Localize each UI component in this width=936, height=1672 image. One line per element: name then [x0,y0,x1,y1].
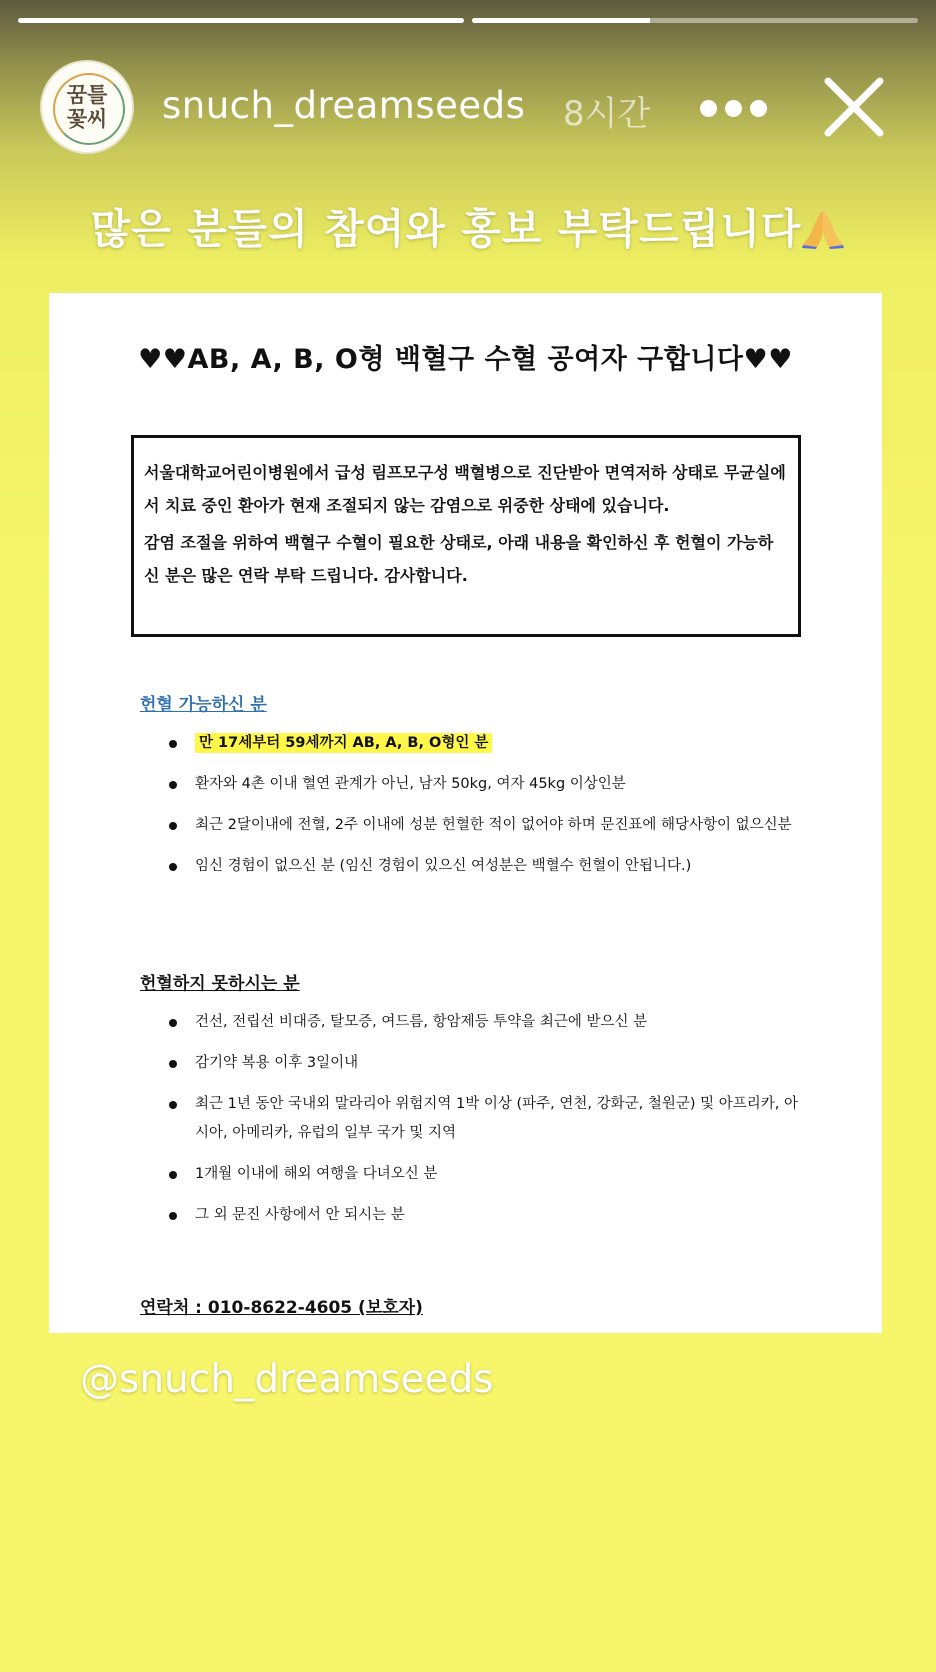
list-item [169,811,809,840]
flyer-document [49,293,882,1333]
username[interactable]: snuch_dreamseeds [162,84,526,127]
bullet [169,1171,177,1179]
bullet [169,1060,177,1068]
bullet [169,822,177,830]
list-item [169,1090,809,1148]
story-progress-bar [18,18,918,23]
avatar-text-line1: 꿈틀 [66,83,108,107]
ineligible-section-title: 헌혈하지 못하시는 분 [140,974,300,994]
list-item [169,852,809,881]
progress-fill-2 [472,18,650,23]
bullet [169,1212,177,1220]
eligible-section-title: 헌혈 가능하신 분 [140,695,267,715]
list-item-text: 1개월 이내에 해외 여행을 다녀오신 분 [195,1166,438,1182]
folded-hands-emoji-icon [801,207,845,249]
bullet [169,740,177,748]
list-item [169,729,809,758]
document-title: ♥♥AB, A, B, O형 백혈구 수혈 공여자 구합니다♥♥ [138,344,793,375]
list-item-text: 최근 1년 동안 국내외 말라리아 위험지역 1박 이상 (파주, 연천, 강화군, 철원군) 및 아프리카, 아시아, 아메리카, 유럽의 일부 국가 및 지역 [195,1096,798,1141]
list-item [169,1008,809,1037]
list-item-text: 환자와 4촌 이내 혈연 관계가 아닌, 남자 50kg, 여자 45kg 이상인분 [195,776,626,792]
bullet [169,1101,177,1109]
dot [700,100,717,117]
progress-fill-1 [18,18,464,23]
more-dots-icon[interactable] [700,100,772,120]
time-ago: 8시간 [563,94,651,134]
list-item [169,1049,809,1078]
story-caption [0,196,936,255]
list-item-text: 그 외 문진 사항에서 안 되시는 분 [195,1207,405,1223]
progress-segment-1 [18,18,464,23]
avatar-text-line2: 꽃씨 [66,107,108,131]
ineligible-list [169,1008,809,1242]
caption-text: 많은 분들의 참여와 홍보 부탁드립니다 [90,205,802,253]
list-item-text: 최근 2달이내에 전혈, 2주 이내에 성분 헌혈한 적이 없어야 하며 문진표에 해당사항이 없으신분 [195,817,792,833]
avatar-arc-decoration-2 [53,73,125,145]
story-header [40,60,906,156]
dot [725,100,742,117]
notice-paragraph-2: 감염 조절을 위하여 백혈구 수혈이 필요한 상태로, 아래 내용을 확인하신 후 헌혈이 가능하신 분은 많은 연락 부탁 드립니다. 감사합니다. [144,533,774,585]
list-item-text: 건선, 전립선 비대증, 탈모증, 여드름, 항암제등 투약을 최근에 받으신 분 [195,1014,648,1030]
progress-segment-2 [472,18,918,23]
bullet [169,863,177,871]
mention-sticker[interactable]: @snuch_dreamseeds [80,1357,494,1402]
list-item [169,770,809,799]
avatar[interactable] [40,60,134,154]
contact-info: 연락처 : 010-8622-4605 (보호자) [140,1298,423,1318]
highlighted-item-text: 만 17세부터 59세까지 AB, A, B, O형인 분 [195,733,492,753]
bullet [169,1019,177,1027]
list-item [169,1160,809,1189]
list-item-text: 임신 경험이 없으신 분 (임신 경험이 있으신 여성분은 백혈수 헌혈이 안됩니다.) [195,858,692,874]
list-item-text: 감기약 복용 이후 3일이내 [195,1055,359,1071]
eligible-list [169,729,809,893]
list-item [169,1201,809,1230]
dot [750,100,767,117]
notice-paragraph-1: 서울대학교어린이병원에서 급성 림프모구성 백혈병으로 진단받아 면역저하 상태로 무균실에서 치료 중인 환아가 현재 조절되지 않는 감염으로 위중한 상태에 있습니다. [144,463,786,515]
bullet [169,781,177,789]
notice-box [131,435,801,637]
close-x-icon[interactable] [822,75,886,139]
